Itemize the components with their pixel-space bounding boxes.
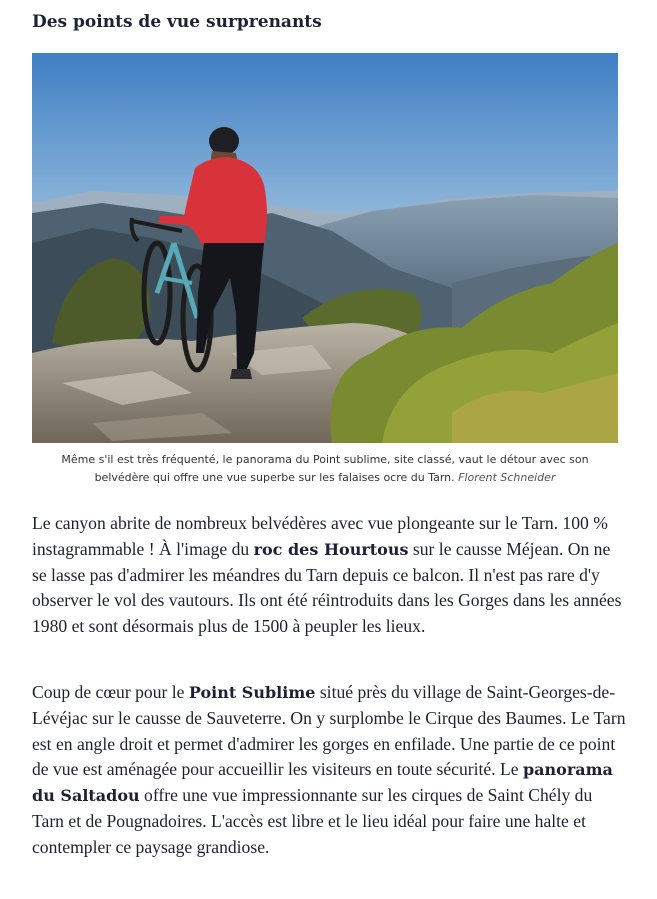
section-heading: Des points de vue surprenants [32,12,322,32]
photo-credit: Florent Schneider [458,471,556,484]
article-photo [32,53,618,443]
place-roc-des-hourtous: roc des Hourtous [253,539,409,559]
paragraph-1 [32,511,627,640]
paragraph-1-text-a: Le canyon abrite de nombreux belvédères avec vue plongeante sur le Tarn. 100 % instagrammable ! À l'image du [32,513,608,559]
place-point-sublime: Point Sublime [188,683,316,702]
caption-line-1: Même s'il est très fréquenté, le panorama du Point sublime, site classé, vaut le détour avec son [61,453,589,466]
place-panorama-du-saltadou: panorama du Saltadou [32,760,613,806]
paragraph-2-text-c: offre une vue impressionnante sur les cirques de Saint Chély du Tarn et de Pougnadoires. L'accès est libre et le lieu idéal pour faire une halte et contempler ce paysage grandiose. [32,785,593,857]
photo-caption [32,451,618,487]
paragraph-2-text-b: situé près du village de Saint-Georges-de-Lévéjac sur le causse de Sauveterre. On y surplombe le Cirque des Baumes. Le Tarn est en angle droit et permet d'admirer les gorges en enfilade. Une partie de ce point de vue est aménagée pour accueillir les visiteurs en toute sécurité. Le [32,682,626,780]
paragraph-2-text-a: Coup de cœur pour le [32,682,189,702]
paragraph-2 [32,680,627,861]
cyclist-photo-icon [32,53,618,443]
caption-line-2 [32,469,618,487]
caption-line-2-text: belvédère qui offre une vue superbe sur les falaises ocre du Tarn. [94,471,455,484]
paragraph-1-text-b: sur le causse Méjean. On ne se lasse pas d'admirer les méandres du Tarn depuis ce balcon. Il n'est pas rare d'y observer le vol des vautours. Ils ont été réintroduits dans les Gorges dans les années 1980 et sont désormais plus de 1500 à peupler les lieux. [32,538,622,637]
